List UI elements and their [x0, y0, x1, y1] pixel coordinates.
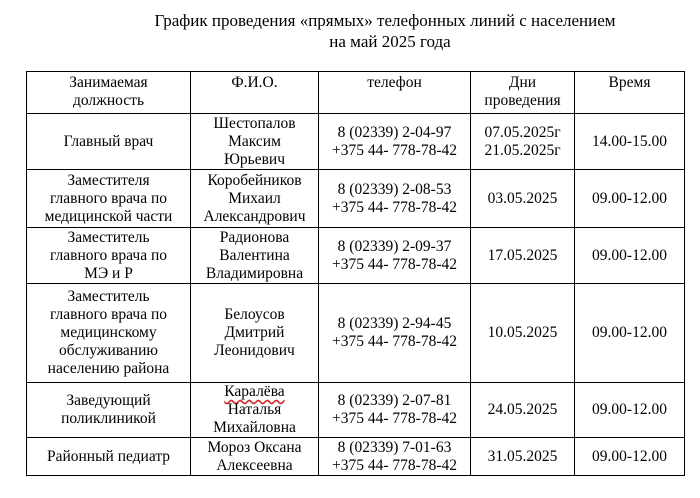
cell-phone — [319, 438, 471, 476]
cell-name — [191, 114, 319, 170]
table-row — [27, 438, 685, 476]
position-line: Заведующий — [66, 392, 151, 409]
cell-position — [27, 170, 191, 228]
cell-name — [191, 383, 319, 438]
header-days — [471, 72, 575, 114]
date-line: 24.05.2025 — [487, 401, 558, 418]
name-line: Валентина — [219, 246, 290, 264]
cell-days — [471, 170, 575, 228]
name-line: Коробейников — [207, 171, 302, 189]
phone-line: +375 44- 778-78-42 — [332, 198, 457, 216]
cell-days — [471, 114, 575, 170]
header-position — [27, 72, 191, 114]
name-line: Каралёва — [224, 383, 285, 400]
table-row — [27, 114, 685, 170]
cell-position — [27, 228, 191, 284]
cell-name — [191, 438, 319, 476]
cell-name — [191, 228, 319, 284]
phone-line: 8 (02339) 2-94-45 — [337, 315, 452, 332]
position-line: Районный педиатр — [46, 447, 171, 465]
table-row — [27, 383, 685, 438]
header-phone: телефон — [319, 72, 471, 114]
phone-line: +375 44- 778-78-42 — [332, 141, 457, 159]
cell-phone — [319, 284, 471, 383]
cell-phone — [319, 383, 471, 438]
title-line-2: на май 2025 года — [329, 32, 451, 51]
cell-phone — [319, 170, 471, 228]
phone-line: +375 44- 778-78-42 — [332, 255, 457, 273]
document-title — [0, 10, 700, 52]
table-row — [27, 228, 685, 284]
cell-time: 09.00-12.00 — [575, 228, 685, 284]
date-line: 31.05.2025 — [487, 447, 558, 465]
position-line: поликлиникой — [61, 410, 156, 427]
phone-line: 8 (02339) 2-09-37 — [337, 237, 452, 255]
date-line: 07.05.2025г — [484, 123, 561, 141]
header-days-line: проведения — [484, 92, 561, 109]
date-line: 21.05.2025г — [484, 141, 561, 159]
phone-line: +375 44- 778-78-42 — [332, 456, 457, 474]
header-position-line: должность — [72, 92, 145, 109]
name-line: Алексеевна — [216, 456, 293, 474]
name-line: Наталья — [227, 401, 282, 418]
date-line: 17.05.2025 — [487, 246, 558, 264]
position-line: Заместителя — [67, 171, 150, 189]
date-line: 10.05.2025 — [487, 324, 558, 341]
cell-time: 14.00-15.00 — [575, 114, 685, 170]
position-line: главного врача по — [49, 246, 168, 264]
cell-phone — [319, 114, 471, 170]
table-row — [27, 284, 685, 383]
name-line: Александрович — [203, 207, 306, 225]
name-line: Шестопалов — [213, 114, 296, 132]
position-line: Заместитель — [67, 228, 150, 246]
cell-position — [27, 438, 191, 476]
position-line: обслуживанию — [59, 342, 158, 359]
position-line: медицинскому — [60, 324, 157, 341]
cell-days — [471, 284, 575, 383]
name-line: Леонидович — [214, 342, 295, 359]
table-row — [27, 170, 685, 228]
header-row — [27, 72, 685, 114]
cell-time: 09.00-12.00 — [575, 438, 685, 476]
name-line: Максим — [228, 132, 281, 150]
name-line: Юрьевич — [223, 150, 286, 168]
name-line: Владимировна — [205, 264, 304, 282]
cell-time: 09.00-12.00 — [575, 284, 685, 383]
cell-name — [191, 170, 319, 228]
phone-line: 8 (02339) 2-04-97 — [337, 123, 452, 141]
phone-line: 8 (02339) 2-08-53 — [337, 180, 452, 198]
cell-position — [27, 284, 191, 383]
header-days-line: Дни — [508, 74, 537, 91]
cell-time: 09.00-12.00 — [575, 170, 685, 228]
name-line: Белоусов — [224, 306, 285, 323]
cell-days — [471, 228, 575, 284]
position-line: Заместитель — [67, 288, 150, 305]
position-line: МЭ и Р — [84, 264, 133, 282]
title-line-1: График проведения «прямых» телефонных линий с населением — [154, 11, 616, 30]
header-position-line: Занимаемая — [69, 74, 148, 91]
cell-days — [471, 438, 575, 476]
header-name: Ф.И.О. — [191, 72, 319, 114]
cell-time: 09.00-12.00 — [575, 383, 685, 438]
phone-line: 8 (02339) 2-07-81 — [337, 392, 452, 409]
position-line: Главный врач — [63, 132, 154, 150]
name-line: Мороз Оксана — [207, 438, 302, 456]
position-line: населению района — [47, 360, 170, 377]
phone-line: +375 44- 778-78-42 — [332, 410, 457, 427]
cell-name — [191, 284, 319, 383]
cell-position — [27, 114, 191, 170]
name-line: Дмитрий — [224, 324, 285, 341]
date-line: 03.05.2025 — [487, 189, 558, 207]
name-line: Радионова — [219, 228, 290, 246]
phone-line: 8 (02339) 7-01-63 — [337, 438, 452, 456]
phone-line: +375 44- 778-78-42 — [332, 333, 457, 350]
position-line: главного врача по — [49, 189, 168, 207]
position-line: главного врача по — [49, 306, 168, 323]
position-line: медицинской части — [44, 207, 173, 225]
schedule-table — [26, 71, 685, 476]
name-line: Михайловна — [213, 419, 296, 436]
cell-position — [27, 383, 191, 438]
name-line: Михаил — [228, 189, 281, 207]
cell-phone — [319, 228, 471, 284]
cell-days — [471, 383, 575, 438]
header-time: Время — [575, 72, 685, 114]
